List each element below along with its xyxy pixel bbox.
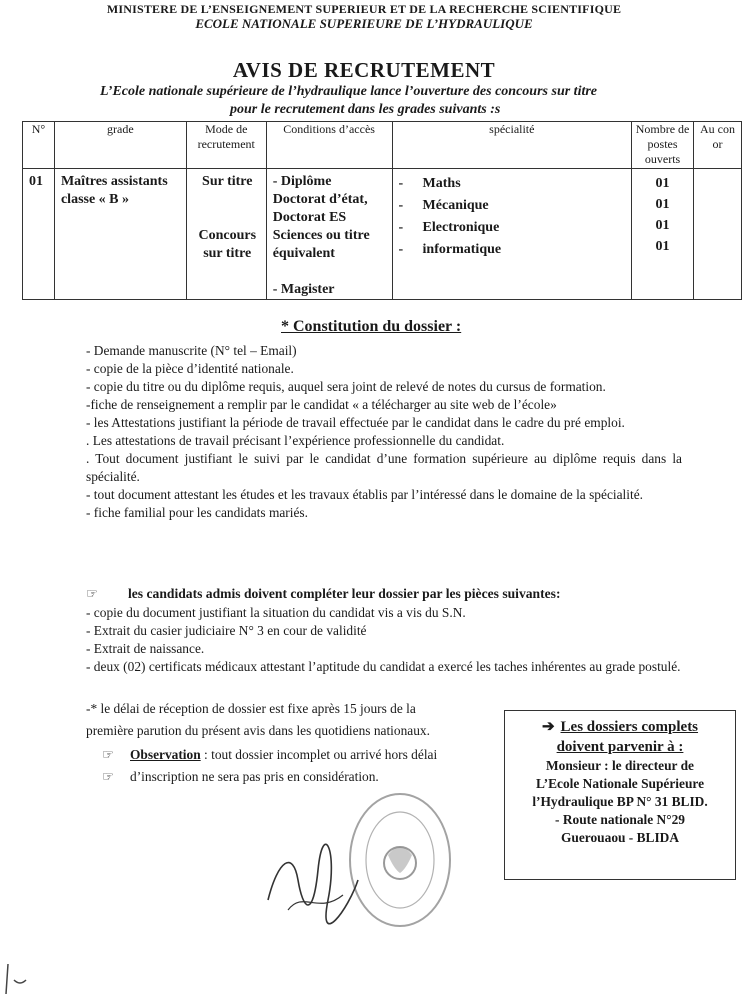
list-item: - Demande manuscrite (N° tel – Email) bbox=[86, 343, 297, 358]
header-specialite: spécialité bbox=[392, 122, 632, 169]
document-title: AVIS DE RECRUTEMENT bbox=[232, 58, 496, 82]
list-item: - copie du titre ou du diplôme requis, auquel sera joint de relevé de notes du cursus de formation. bbox=[86, 379, 606, 394]
observation-text: : tout dossier incomplet ou arrivé hors délai bbox=[200, 747, 438, 762]
list-item: -fiche de renseignement a remplir par le candidat « a télécharger au site web de l’école» bbox=[86, 397, 557, 412]
delai-line-1: -* le délai de réception de dossier est fixe après 15 jours de la bbox=[86, 701, 416, 716]
list-item: . Les attestations de travail précisant l’expérience professionnelle du candidat. bbox=[86, 433, 505, 448]
row-autre bbox=[694, 169, 742, 300]
postes-cell bbox=[632, 169, 693, 257]
list-item: - Extrait du casier judiciaire N° 3 en cour de validité bbox=[86, 623, 367, 638]
pointing-hand-icon: ☞ bbox=[102, 769, 115, 784]
table-header-row bbox=[23, 122, 742, 169]
list-item: - Extrait de naissance. bbox=[86, 641, 205, 656]
ministry-header: MINISTERE DE L’ENSEIGNEMENT SUPERIEUR ET DE LA RECHERCHE SCIENTIFIQUE bbox=[106, 2, 622, 16]
header-grade: grade bbox=[54, 122, 186, 169]
table-row bbox=[23, 169, 742, 300]
complete-list bbox=[86, 604, 682, 676]
address-box-subtitle: doivent parvenir à : bbox=[556, 739, 684, 755]
address-box-title: ➔ Les dossiers complets bbox=[541, 719, 699, 735]
address-box bbox=[504, 710, 736, 880]
list-item: - fiche familial pour les candidats mariés. bbox=[86, 505, 308, 520]
address-line: l’Hydraulique BP N° 31 BLID. bbox=[532, 794, 708, 809]
pointing-hand-icon: ☞ bbox=[86, 586, 99, 601]
observation-note bbox=[102, 744, 437, 788]
address-line: - Route nationale N°29 bbox=[555, 812, 685, 827]
header-conditions: Conditions d’accès bbox=[266, 122, 392, 169]
row-mode-sur-titre: Sur titre bbox=[202, 174, 253, 189]
arrow-right-icon: ➔ bbox=[541, 719, 555, 735]
list-item: - copie du document justifiant la situation du candidat vis a vis du S.N. bbox=[86, 605, 466, 620]
intro-line-1: L’Ecole nationale supérieure de l’hydraulique lance l’ouverture des concours sur titre bbox=[100, 84, 598, 99]
delai-note bbox=[86, 698, 498, 742]
specialite-item: - informatique bbox=[398, 242, 502, 257]
recruitment-table bbox=[22, 121, 742, 300]
dossier-list bbox=[86, 342, 682, 522]
postes-value: 01 bbox=[655, 218, 670, 233]
intro-line-2: pour le recrutement dans les grades suivants :s bbox=[230, 102, 501, 117]
row-conditions-magister: - Magister bbox=[272, 282, 335, 297]
address-line: Guerouaou - BLIDA bbox=[560, 830, 680, 845]
list-item: - tout document attestant les études et les travaux établis par l’intéressé dans le domaine de la spécialité. bbox=[86, 487, 644, 502]
handwritten-mark bbox=[0, 960, 40, 996]
postes-value: 01 bbox=[655, 197, 670, 212]
specialite-item: - Maths bbox=[398, 176, 461, 191]
list-item: - les Attestations justifiant la période de travail effectuée par le candidat dans le cadre du pré emploi. bbox=[86, 415, 625, 430]
row-grade: Maîtres assistants classe « B » bbox=[60, 174, 168, 207]
signature bbox=[258, 840, 368, 930]
header-postes: Nombre de postes ouverts bbox=[632, 122, 694, 169]
address-line: Monsieur : le directeur de bbox=[545, 758, 695, 773]
complete-title: les candidats admis doivent compléter leur dossier par les pièces suivantes: bbox=[128, 586, 561, 601]
postes-value: 01 bbox=[655, 176, 670, 191]
postes-value: 01 bbox=[655, 239, 670, 254]
list-item: - copie de la pièce d’identité nationale. bbox=[86, 361, 294, 376]
address-line: L’Ecole Nationale Supérieure bbox=[535, 776, 705, 791]
observation-text-2: d’inscription ne sera pas pris en considération. bbox=[130, 769, 379, 784]
delai-line-2: première parution du présent avis dans les quotidiens nationaux. bbox=[86, 723, 430, 738]
complete-title-line bbox=[86, 586, 560, 602]
specialite-item: - Electronique bbox=[398, 220, 500, 235]
specialite-item: - Mécanique bbox=[398, 198, 489, 213]
observation-label: Observation bbox=[130, 747, 201, 762]
dossier-title: * Constitution du dossier : bbox=[281, 318, 462, 335]
header-mode: Mode de recrutement bbox=[186, 122, 266, 169]
pointing-hand-icon: ☞ bbox=[102, 747, 115, 762]
list-item: . Tout document justifiant le suivi par le candidat d’une formation supérieure au diplôme requis dans la spécialité. bbox=[86, 451, 682, 484]
list-item: - deux (02) certificats médicaux attestant l’aptitude du candidat a exercé les taches inhérentes au grade postulé. bbox=[86, 659, 681, 674]
header-num: N° bbox=[23, 122, 55, 169]
row-conditions-doctorat: - Diplôme Doctorat d’état, Doctorat ES Sciences ou titre équivalent bbox=[272, 174, 370, 261]
row-num: 01 bbox=[29, 174, 43, 189]
row-mode-concours: Concours sur titre bbox=[198, 228, 257, 261]
school-header: ECOLE NATIONALE SUPERIEURE DE L’HYDRAULIQUE bbox=[195, 16, 533, 31]
header-autre: Au con or bbox=[694, 122, 742, 169]
